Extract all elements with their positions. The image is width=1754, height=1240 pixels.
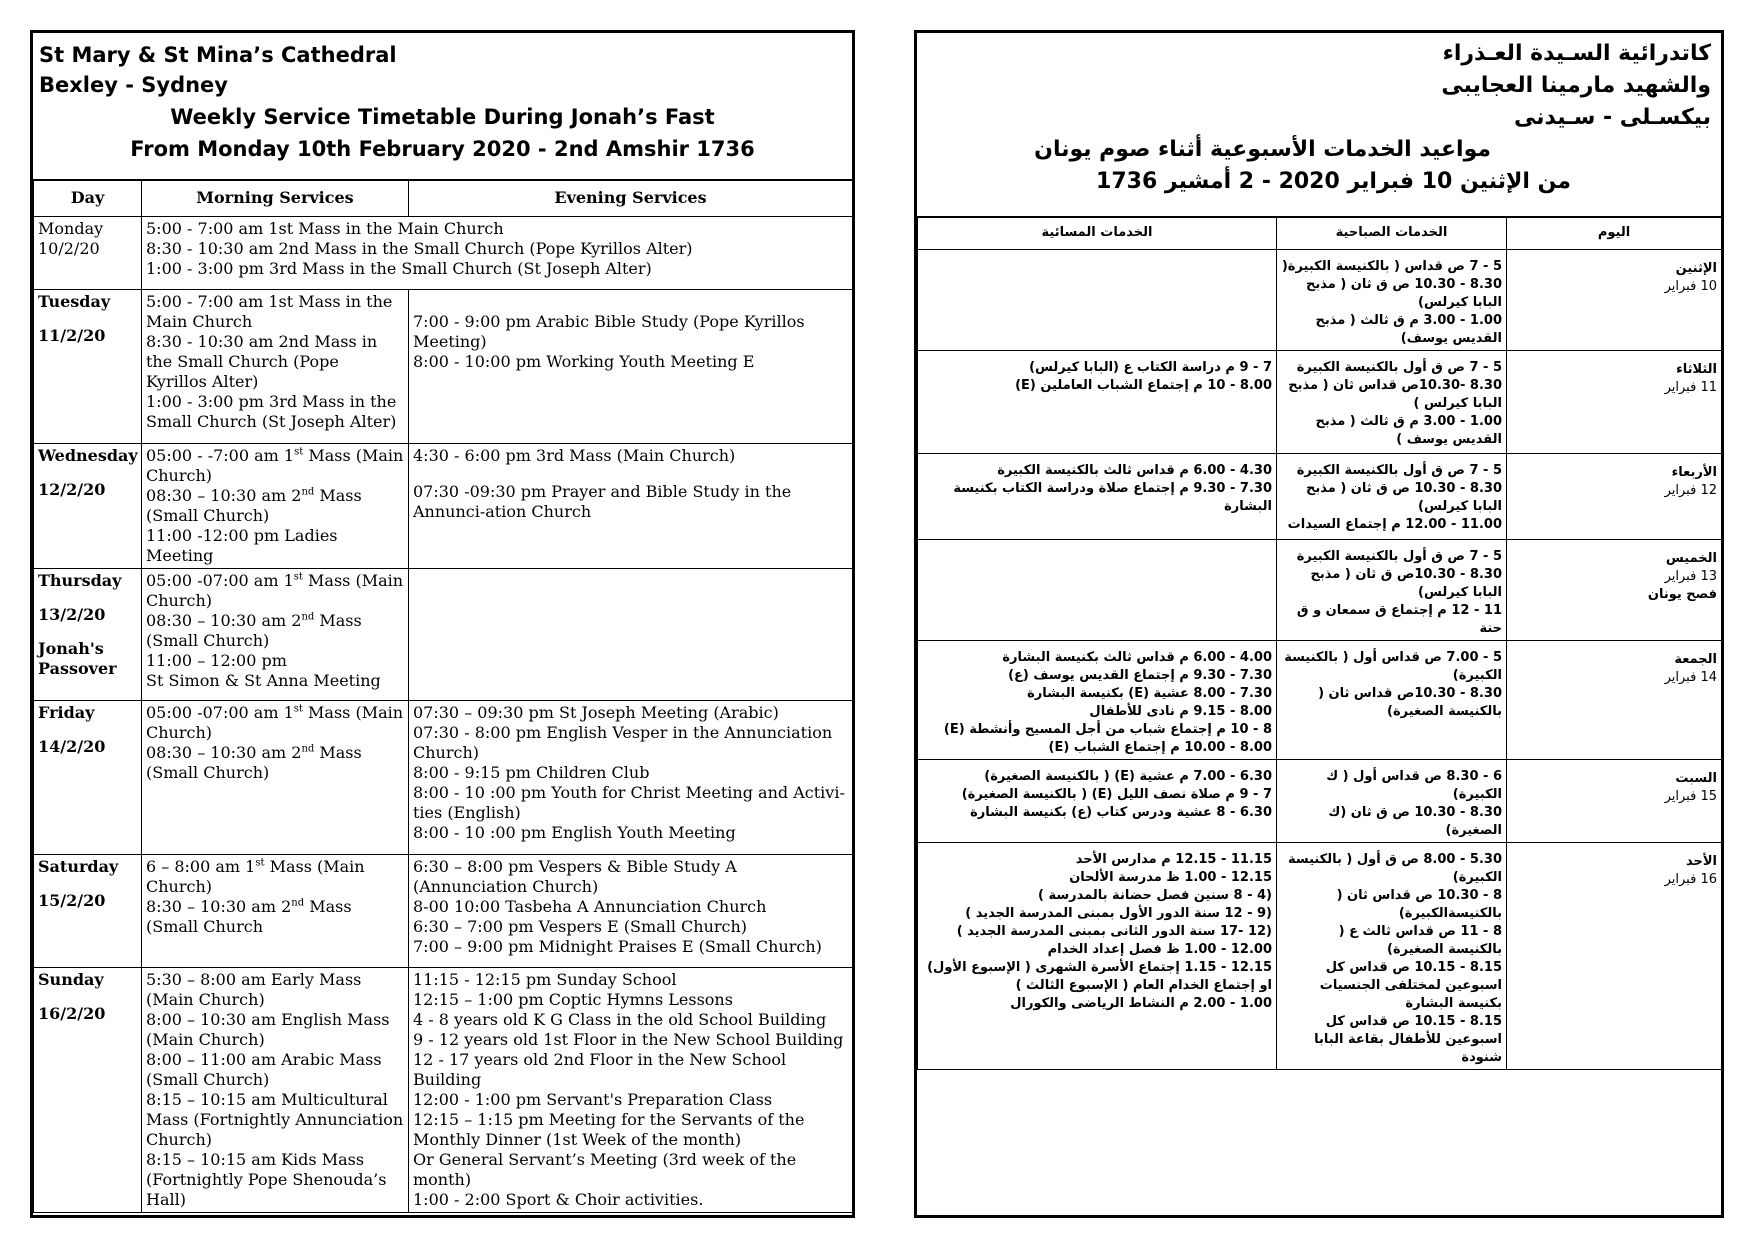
day-date-ar: 15 فبراير [1664, 789, 1717, 804]
row-saturday [34, 855, 853, 968]
evening-cell [409, 290, 853, 444]
day-date: 12/2/20 [38, 480, 106, 499]
morning-cell-ar [1277, 250, 1507, 351]
service-line-ar: 8.30 - 10.30 ص ق ثان (ك الصغيرة) [1328, 805, 1502, 838]
service-line-ar: 8.00 - 9.15 م نادى للأطفال [1089, 704, 1272, 719]
timetable-date: From Monday 10th February 2020 - 2nd Amshir 1736 [130, 137, 755, 161]
day-cell-ar [1507, 250, 1722, 351]
service-line: 8:15 – 10:15 am Multicultural Mass (Fortnightly Annunciation Church) [146, 1090, 404, 1149]
service-line-ar: 5 - 7 ص قداس ( بالكنيسة الكبيرة( [1281, 259, 1502, 274]
service-line-ar: 4.30 - 6.00 م قداس ثالث بالكنيسة الكبيرة [997, 463, 1272, 478]
service-line-ar: 7.30 - 9.30 م إجتماع القديس يوسف (ع) [1008, 668, 1272, 683]
day-name: Sunday [38, 970, 104, 989]
day-cell [34, 290, 142, 444]
day-cell-ar [1507, 760, 1722, 843]
timetable-date-ar: من الإثنين 10 فبراير 2020 - 2 أمشير 1736 [1096, 169, 1571, 194]
row-ar [918, 843, 1722, 1070]
morning-cell-ar [1277, 760, 1507, 843]
martyr-name-ar: والشهيد مارمينا العجايبى [1441, 73, 1711, 98]
col-day-ar: اليوم [1507, 217, 1722, 250]
day-cell [34, 855, 142, 968]
cathedral-name: St Mary & St Mina’s Cathedral [39, 43, 397, 67]
day-cell [34, 569, 142, 701]
service-line-ar: 8 - 11 ص قداس ثالث ع ( بالكنيسة الصغيرة) [1338, 924, 1502, 957]
service-line: 5:00 - 7:00 am 1st Mass in the Main Church [146, 219, 504, 238]
morning-cell [142, 569, 409, 701]
morning-cell-ar [1277, 843, 1507, 1070]
english-timetable [30, 30, 855, 1218]
day-date: 15/2/20 [38, 891, 106, 910]
service-line-ar: 7.30 - 8.00 عشية (E) بكنيسة البشارة [1027, 686, 1272, 701]
evening-cell [409, 569, 853, 701]
day-date: 14/2/20 [38, 737, 106, 756]
row-thursday [34, 569, 853, 701]
service-line-ar: 6.30 - 8 عشية ودرس كتاب (ع) بكنيسة البشارة [970, 805, 1272, 820]
evening-cell-ar [918, 760, 1277, 843]
service-line: 6:30 – 8:00 pm Vespers & Bible Study A (Annunciation Church) [413, 857, 737, 896]
day-cell-ar [1507, 454, 1722, 540]
service-line-ar: 5 - 7 ص ق أول بالكنيسة الكبيرة [1296, 463, 1502, 478]
service-line-ar: 11.00 - 12.00 م إجتماع السيدات [1287, 517, 1502, 532]
service-line-ar: 5 - 7.00 ص قداس أول ( بالكنيسة الكبيرة) [1284, 650, 1502, 683]
day-name: Wednesday [38, 446, 138, 465]
service-line-ar: 4.00 - 6.00 م قداس ثالث بكنيسة البشارة [1002, 650, 1272, 665]
day-name: Thursday [38, 571, 122, 590]
day-date-ar: 11 فبراير [1664, 380, 1717, 395]
day-date: 10/2/20 [38, 239, 100, 258]
service-line-ar: 11 - 12 م إجتماع ق سمعان و ق حنة [1296, 603, 1502, 636]
service-line: 8:15 – 10:15 am Kids Mass (Fortnightly Pope Shenouda’s Hall) [146, 1150, 387, 1209]
service-line: 11:15 - 12:15 pm Sunday School [413, 970, 677, 989]
row-ar [918, 540, 1722, 641]
row-monday [34, 217, 853, 290]
day-cell [34, 217, 142, 290]
day-name-ar: الجمعة [1674, 652, 1717, 667]
day-cell-ar [1507, 641, 1722, 760]
service-line: 9 - 12 years old 1st Floor in the New School Building [413, 1030, 844, 1049]
service-line: 08:30 – 10:30 am 2nd Mass (Small Church) [146, 743, 362, 782]
morning-cell-ar [1277, 641, 1507, 760]
day-name: Friday [38, 703, 95, 722]
day-date: 13/2/20 [38, 605, 106, 624]
morning-cell [142, 444, 409, 569]
row-ar [918, 760, 1722, 843]
evening-cell [409, 701, 853, 855]
service-line-ar: 12.15 - 1.15 إجتماع الأسرة الشهرى ( الإسبوع الأول) [927, 960, 1272, 975]
day-date-ar: 13 فبراير [1664, 569, 1717, 584]
day-note: Jonah's Passover [38, 639, 117, 678]
day-name: Tuesday [38, 292, 111, 311]
col-evening: Evening Services [409, 180, 853, 217]
morning-cell [142, 290, 409, 444]
service-line: 05:00 - -7:00 am 1st Mass (Main Church) [146, 446, 404, 485]
service-line-ar: 8.00 - 10 م إجتماع الشباب العاملين (E) [1015, 378, 1272, 393]
service-line: 4:30 - 6:00 pm 3rd Mass (Main Church) [413, 446, 736, 465]
service-line-ar: 8.15 - 10.15 ص قداس كل اسبوعين للأطفال بقاعة البابا شنودة [1314, 1014, 1502, 1065]
service-line: Or General Servant’s Meeting (3rd week of the month) [413, 1150, 797, 1189]
service-line: 8:00 - 10:00 pm Working Youth Meeting E [413, 352, 755, 371]
table-header-row-ar [918, 217, 1722, 250]
day-date: 16/2/20 [38, 1004, 106, 1023]
day-cell-ar [1507, 540, 1722, 641]
service-line-ar: 8.00 - 10.00 م إجتماع الشباب (E) [1048, 740, 1272, 755]
col-morning: Morning Services [142, 180, 409, 217]
service-line-ar: 8 - 10 م إجتماع شباب من أجل المسيح وأنشطة (E) [943, 722, 1272, 737]
service-line: 08:30 – 10:30 am 2nd Mass (Small Church) [146, 611, 362, 650]
morning-cell-ar [1277, 540, 1507, 641]
col-evening-ar: الخدمات المسائية [918, 217, 1277, 250]
service-line-ar: (4 - 8 سنين فصل حضانة بالمدرسة ) [1038, 888, 1272, 903]
monday-services [142, 217, 853, 290]
service-line-ar: 12.00 - 1.00 ظ فصل إعداد الخدام [1047, 942, 1272, 957]
day-name-ar: الإثنين [1675, 261, 1717, 276]
cathedral-name-ar: كاتدرائية السـيدة العـذراء [1442, 41, 1711, 66]
service-line-ar: 8.30 -10.30ص قداس ثان ( مذبح البابا كيرلس ) [1288, 378, 1502, 411]
day-cell-ar [1507, 843, 1722, 1070]
service-line-ar: (12 -17 سنة الدور الثانى بمبنى المدرسة الجديد ) [956, 924, 1272, 939]
arabic-schedule-table [917, 216, 1722, 1070]
service-line-ar: 8.30 - 10.30ص ق ثان ( مذبح البابا كيرلس) [1310, 567, 1502, 600]
service-line-ar: 1.00 - 3.00 م ق ثالث ( مذبح القديس يوسف ) [1315, 414, 1502, 447]
morning-cell [142, 968, 409, 1213]
evening-cell [409, 444, 853, 569]
evening-cell [409, 855, 853, 968]
service-line-ar: 7 - 9 م دراسة الكتاب ع (البابا كيرلس) [1029, 360, 1272, 375]
service-line: 6 – 8:00 am 1st Mass (Main Church) [146, 857, 365, 896]
day-date-ar: 14 فبراير [1664, 670, 1717, 685]
service-line-ar: 8.30 - 10.30 ص ق ثان ( مذبح البابا كيرلس) [1305, 481, 1502, 514]
service-line: 5:30 – 8:00 am Early Mass (Main Church) [146, 970, 362, 1009]
evening-cell-ar [918, 351, 1277, 454]
day-name-ar: الأحد [1685, 854, 1717, 869]
service-line: 6:30 – 7:00 pm Vespers E (Small Church) [413, 917, 748, 936]
service-line-ar: 8.15 - 10.15 ص قداس كل اسبوعين لمختلفى الجنسيات بكنيسة البشارة [1319, 960, 1502, 1011]
service-line: 07:30 - 8:00 pm English Vesper in the Annunciation Church) [413, 723, 833, 762]
col-day: Day [34, 180, 142, 217]
arabic-timetable [914, 30, 1724, 1218]
row-ar [918, 351, 1722, 454]
service-line: 11:00 -12:00 pm Ladies Meeting [146, 526, 338, 565]
morning-cell [142, 701, 409, 855]
day-name-ar: السبت [1675, 771, 1717, 786]
service-line-ar: 6.30 - 7.00 م عشية (E) ( بالكنيسة الصغيرة) [984, 769, 1272, 784]
service-line: St Simon & St Anna Meeting [146, 671, 381, 690]
row-ar [918, 454, 1722, 540]
service-line-ar: 5 - 7 ص ق أول بالكنيسة الكبيرة [1296, 360, 1502, 375]
day-cell-ar [1507, 351, 1722, 454]
evening-cell-ar [918, 540, 1277, 641]
service-line-ar: 8 - 10.30 ص قداس ثان ( بالكنيسةالكبيرة) [1336, 888, 1502, 921]
english-header [33, 33, 852, 181]
day-note-ar: فصح يونان [1647, 587, 1717, 602]
service-line-ar: 6 - 8.30 ص قداس أول ( ك الكبيرة) [1326, 769, 1502, 802]
service-line: 1:00 - 3:00 pm 3rd Mass in the Small Church (St Joseph Alter) [146, 392, 397, 431]
service-line: 7:00 – 9:00 pm Midnight Praises E (Small Church) [413, 937, 822, 956]
timetable-title-ar: مواعيد الخدمات الأسبوعية أثناء صوم يونان [1034, 137, 1491, 162]
day-name: Monday [38, 219, 104, 238]
service-line-ar: 12.15 - 1.00 ظ مدرسة الألحان [1069, 870, 1272, 885]
col-morning-ar: الخدمات الصباحية [1277, 217, 1507, 250]
day-date-ar: 12 فبراير [1664, 483, 1717, 498]
service-line: 12 - 17 years old 2nd Floor in the New School Building [413, 1050, 787, 1089]
row-ar [918, 641, 1722, 760]
service-line-ar: 7.30 - 9.30 م إجتماع صلاة ودراسة الكتاب بكنيسة البشارة [953, 481, 1272, 514]
service-line: 1:00 - 3:00 pm 3rd Mass in the Small Church (St Joseph Alter) [146, 259, 652, 278]
timetable-title: Weekly Service Timetable During Jonah’s Fast [170, 105, 715, 129]
service-line: 05:00 -07:00 am 1st Mass (Main Church) [146, 571, 404, 610]
day-name-ar: الخميس [1665, 551, 1717, 566]
day-cell [34, 968, 142, 1213]
service-line: 8:30 - 10:30 am 2nd Mass in the Small Church (Pope Kyrillos Alter) [146, 332, 378, 391]
day-cell [34, 444, 142, 569]
row-sunday [34, 968, 853, 1213]
morning-cell [142, 855, 409, 968]
service-line: 8:00 - 10 :00 pm Youth for Christ Meeting and Activi-ties (English) [413, 783, 845, 822]
service-line: 8-00 10:00 Tasbeha A Annunciation Church [413, 897, 767, 916]
service-line: 07:30 – 09:30 pm St Joseph Meeting (Arabic) [413, 703, 779, 722]
english-schedule-table [33, 179, 853, 1213]
evening-cell-ar [918, 454, 1277, 540]
service-line-ar: 8.30 - 10.30ص قداس ثان ( بالكنيسة الصغيرة) [1318, 686, 1502, 719]
service-line: 8:00 – 10:30 am English Mass (Main Church) [146, 1010, 390, 1049]
service-line-ar: او إجتماع الخدام العام ( الإسبوع الثالث ) [1015, 978, 1272, 993]
service-line: 08:30 – 10:30 am 2nd Mass (Small Church) [146, 486, 362, 525]
evening-cell [409, 968, 853, 1213]
day-date-ar: 10 فبراير [1664, 279, 1717, 294]
service-line-ar: 1.00 - 2.00 م النشاط الرياضى والكورال [1010, 996, 1272, 1011]
service-line: 8:00 - 10 :00 pm English Youth Meeting [413, 823, 736, 842]
location-ar: بيكسـلى - سـيدنى [1514, 105, 1711, 130]
service-line-ar: 7 - 9 م صلاة نصف الليل (E) ( بالكنيسة الصغيرة) [961, 787, 1272, 802]
service-line: 12:15 – 1:00 pm Coptic Hymns Lessons [413, 990, 733, 1009]
service-line: 5:00 - 7:00 am 1st Mass in the Main Church [146, 292, 393, 331]
location: Bexley - Sydney [39, 73, 228, 97]
service-line: 8:30 – 10:30 am 2nd Mass (Small Church [146, 897, 352, 936]
service-line: 4 - 8 years old K G Class in the old School Building [413, 1010, 827, 1029]
evening-cell-ar [918, 250, 1277, 351]
table-header-row [34, 180, 853, 217]
service-line: 7:00 - 9:00 pm Arabic Bible Study (Pope Kyrillos Meeting) [413, 312, 805, 351]
service-line-ar: (9 - 12 سنة الدور الأول بمبنى المدرسة الجديد ) [965, 906, 1272, 921]
service-line: 05:00 -07:00 am 1st Mass (Main Church) [146, 703, 404, 742]
row-ar [918, 250, 1722, 351]
service-line: 12:15 – 1:15 pm Meeting for the Servants of the Monthly Dinner (1st Week of the month) [413, 1110, 805, 1149]
service-line-ar: 8.30 - 10.30 ص ق ثان ( مذبح البابا كيرلس) [1305, 277, 1502, 310]
service-line: 8:00 – 11:00 am Arabic Mass (Small Church) [146, 1050, 382, 1089]
arabic-header [917, 33, 1721, 218]
service-line-ar: 11.15 - 12.15 م مدارس الأحد [1075, 852, 1272, 867]
service-line: 07:30 -09:30 pm Prayer and Bible Study in the Annunci-ation Church [413, 482, 792, 521]
service-line-ar: 5.30 - 8.00 ص ق أول ( بالكنيسة الكبيرة) [1287, 852, 1502, 885]
service-line-ar: 1.00 - 3.00 م ق ثالث ( مذبح القديس يوسف) [1315, 313, 1502, 346]
evening-cell-ar [918, 641, 1277, 760]
service-line: 8:00 - 9:15 pm Children Club [413, 763, 650, 782]
day-date: 11/2/20 [38, 326, 106, 345]
service-line: 11:00 – 12:00 pm [146, 651, 287, 670]
morning-cell-ar [1277, 351, 1507, 454]
day-name-ar: الثلاثاء [1676, 362, 1717, 377]
service-line: 1:00 - 2:00 Sport & Choir activities. [413, 1190, 704, 1209]
row-friday [34, 701, 853, 855]
row-tuesday [34, 290, 853, 444]
morning-cell-ar [1277, 454, 1507, 540]
day-date-ar: 16 فبراير [1664, 872, 1717, 887]
day-name: Saturday [38, 857, 119, 876]
row-wednesday [34, 444, 853, 569]
day-cell [34, 701, 142, 855]
service-line: 8:30 - 10:30 am 2nd Mass in the Small Church (Pope Kyrillos Alter) [146, 239, 693, 258]
service-line: 12:00 - 1:00 pm Servant's Preparation Class [413, 1090, 773, 1109]
service-line-ar: 5 - 7 ص ق أول بالكنيسة الكبيرة [1296, 549, 1502, 564]
evening-cell-ar [918, 843, 1277, 1070]
day-name-ar: الأربعاء [1671, 465, 1717, 480]
